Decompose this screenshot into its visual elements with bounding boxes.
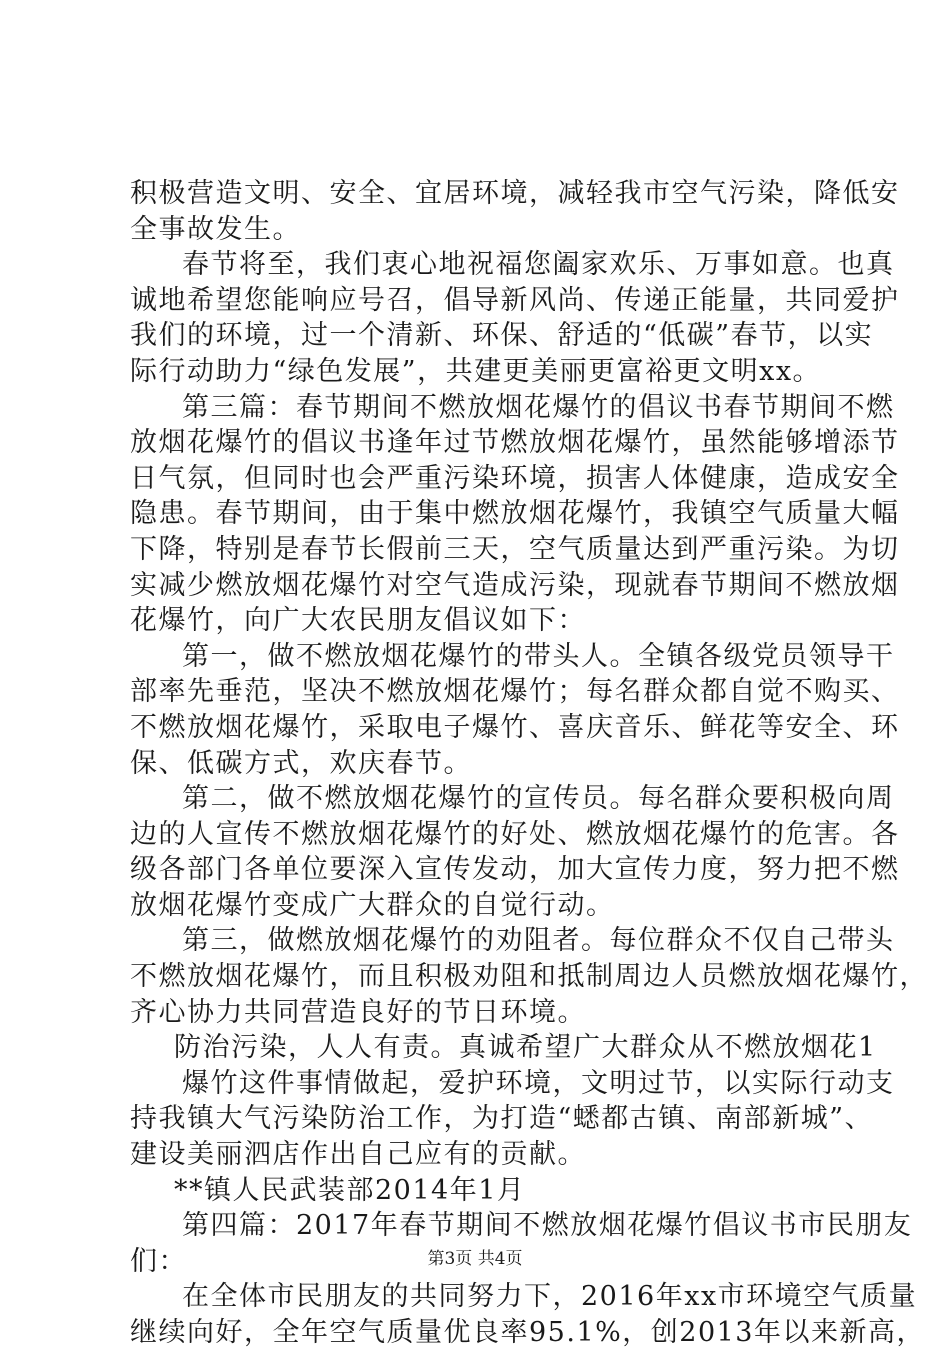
text-line: 第四篇：2017年春节期间不燃放烟花爆竹倡议书市民朋友: [182, 1210, 913, 1242]
text-line: 日气氛，但同时也会严重污染环境，损害人体健康，造成安全: [130, 462, 900, 494]
text-line: 不燃放烟花爆竹，采取电子爆竹、喜庆音乐、鲜花等安全、环: [130, 711, 900, 743]
text-line: 我们的环境，过一个清新、环保、舒适的“低碳”春节，以实: [130, 320, 874, 352]
text-line: 不燃放烟花爆竹，而且积极劝阻和抵制周边人员燃放烟花爆竹，: [130, 961, 928, 993]
text-line: 第三，做燃放烟花爆竹的劝阻者。每位群众不仅自己带头: [182, 925, 895, 957]
text-line: 保、低碳方式，欢庆春节。: [130, 747, 472, 779]
text-line: 春节将至，我们衷心地祝福您阖家欢乐、万事如意。也真: [182, 249, 895, 281]
text-line: 们：: [130, 1245, 187, 1277]
text-line: **镇人民武装部2014年1月: [174, 1174, 526, 1206]
text-line: 级各部门各单位要深入宣传发动，加大宣传力度，努力把不燃: [130, 854, 900, 886]
text-line: 持我镇大气污染防治工作，为打造“蟋都古镇、南部新城”、: [130, 1103, 874, 1135]
text-line: 际行动助力“绿色发展”，共建更美丽更富裕更文明xx。: [130, 355, 822, 387]
text-line: 边的人宣传不燃放烟花爆竹的好处、燃放烟花爆竹的危害。各: [130, 818, 900, 850]
text-line: 防治污染，人人有责。真诚希望广大群众从不燃放烟花1: [174, 1032, 877, 1064]
text-line: 全事故发生。: [130, 213, 301, 245]
text-line: 第三篇：春节期间不燃放烟花爆竹的倡议书春节期间不燃: [182, 391, 895, 423]
text-line: 建设美丽泗店作出自己应有的贡献。: [130, 1139, 586, 1171]
text-line: 第一，做不燃放烟花爆竹的带头人。全镇各级党员领导干: [182, 640, 895, 672]
text-line: 放烟花爆竹变成广大群众的自觉行动。: [130, 889, 615, 921]
text-line: 诚地希望您能响应号召，倡导新风尚、传递正能量，共同爱护: [130, 284, 900, 316]
text-line: 积极营造文明、安全、宜居环境，减轻我市空气污染，降低安: [130, 178, 900, 209]
text-line: 下降，特别是春节长假前三天，空气质量达到严重污染。为切: [130, 533, 900, 565]
text-line: 实减少燃放烟花爆竹对空气造成污染，现就春节期间不燃放烟: [130, 569, 900, 601]
text-line: 齐心协力共同营造良好的节日环境。: [130, 996, 586, 1028]
text-line: 继续向好，全年空气质量优良率95.1%，创2013年以来新高，: [130, 1317, 925, 1348]
document-body: [130, 176, 928, 1351]
text-line: 第二，做不燃放烟花爆竹的宣传员。每名群众要积极向周: [182, 783, 895, 815]
text-line: 隐患。春节期间，由于集中燃放烟花爆竹，我镇空气质量大幅: [130, 498, 900, 530]
text-line: 放烟花爆竹的倡议书逢年过节燃放烟花爆竹，虽然能够增添节: [130, 427, 900, 459]
page-footer: 第3页 共4页: [427, 1249, 523, 1269]
text-line: 部率先垂范，坚决不燃放烟花爆竹；每名群众都自觉不购买、: [130, 676, 900, 708]
text-line: 爆竹这件事情做起，爱护环境，文明过节，以实际行动支: [182, 1067, 895, 1099]
text-line: 花爆竹，向广大农民朋友倡议如下：: [130, 605, 586, 637]
text-line: 在全体市民朋友的共同努力下，2016年xx市环境空气质量: [182, 1281, 918, 1313]
